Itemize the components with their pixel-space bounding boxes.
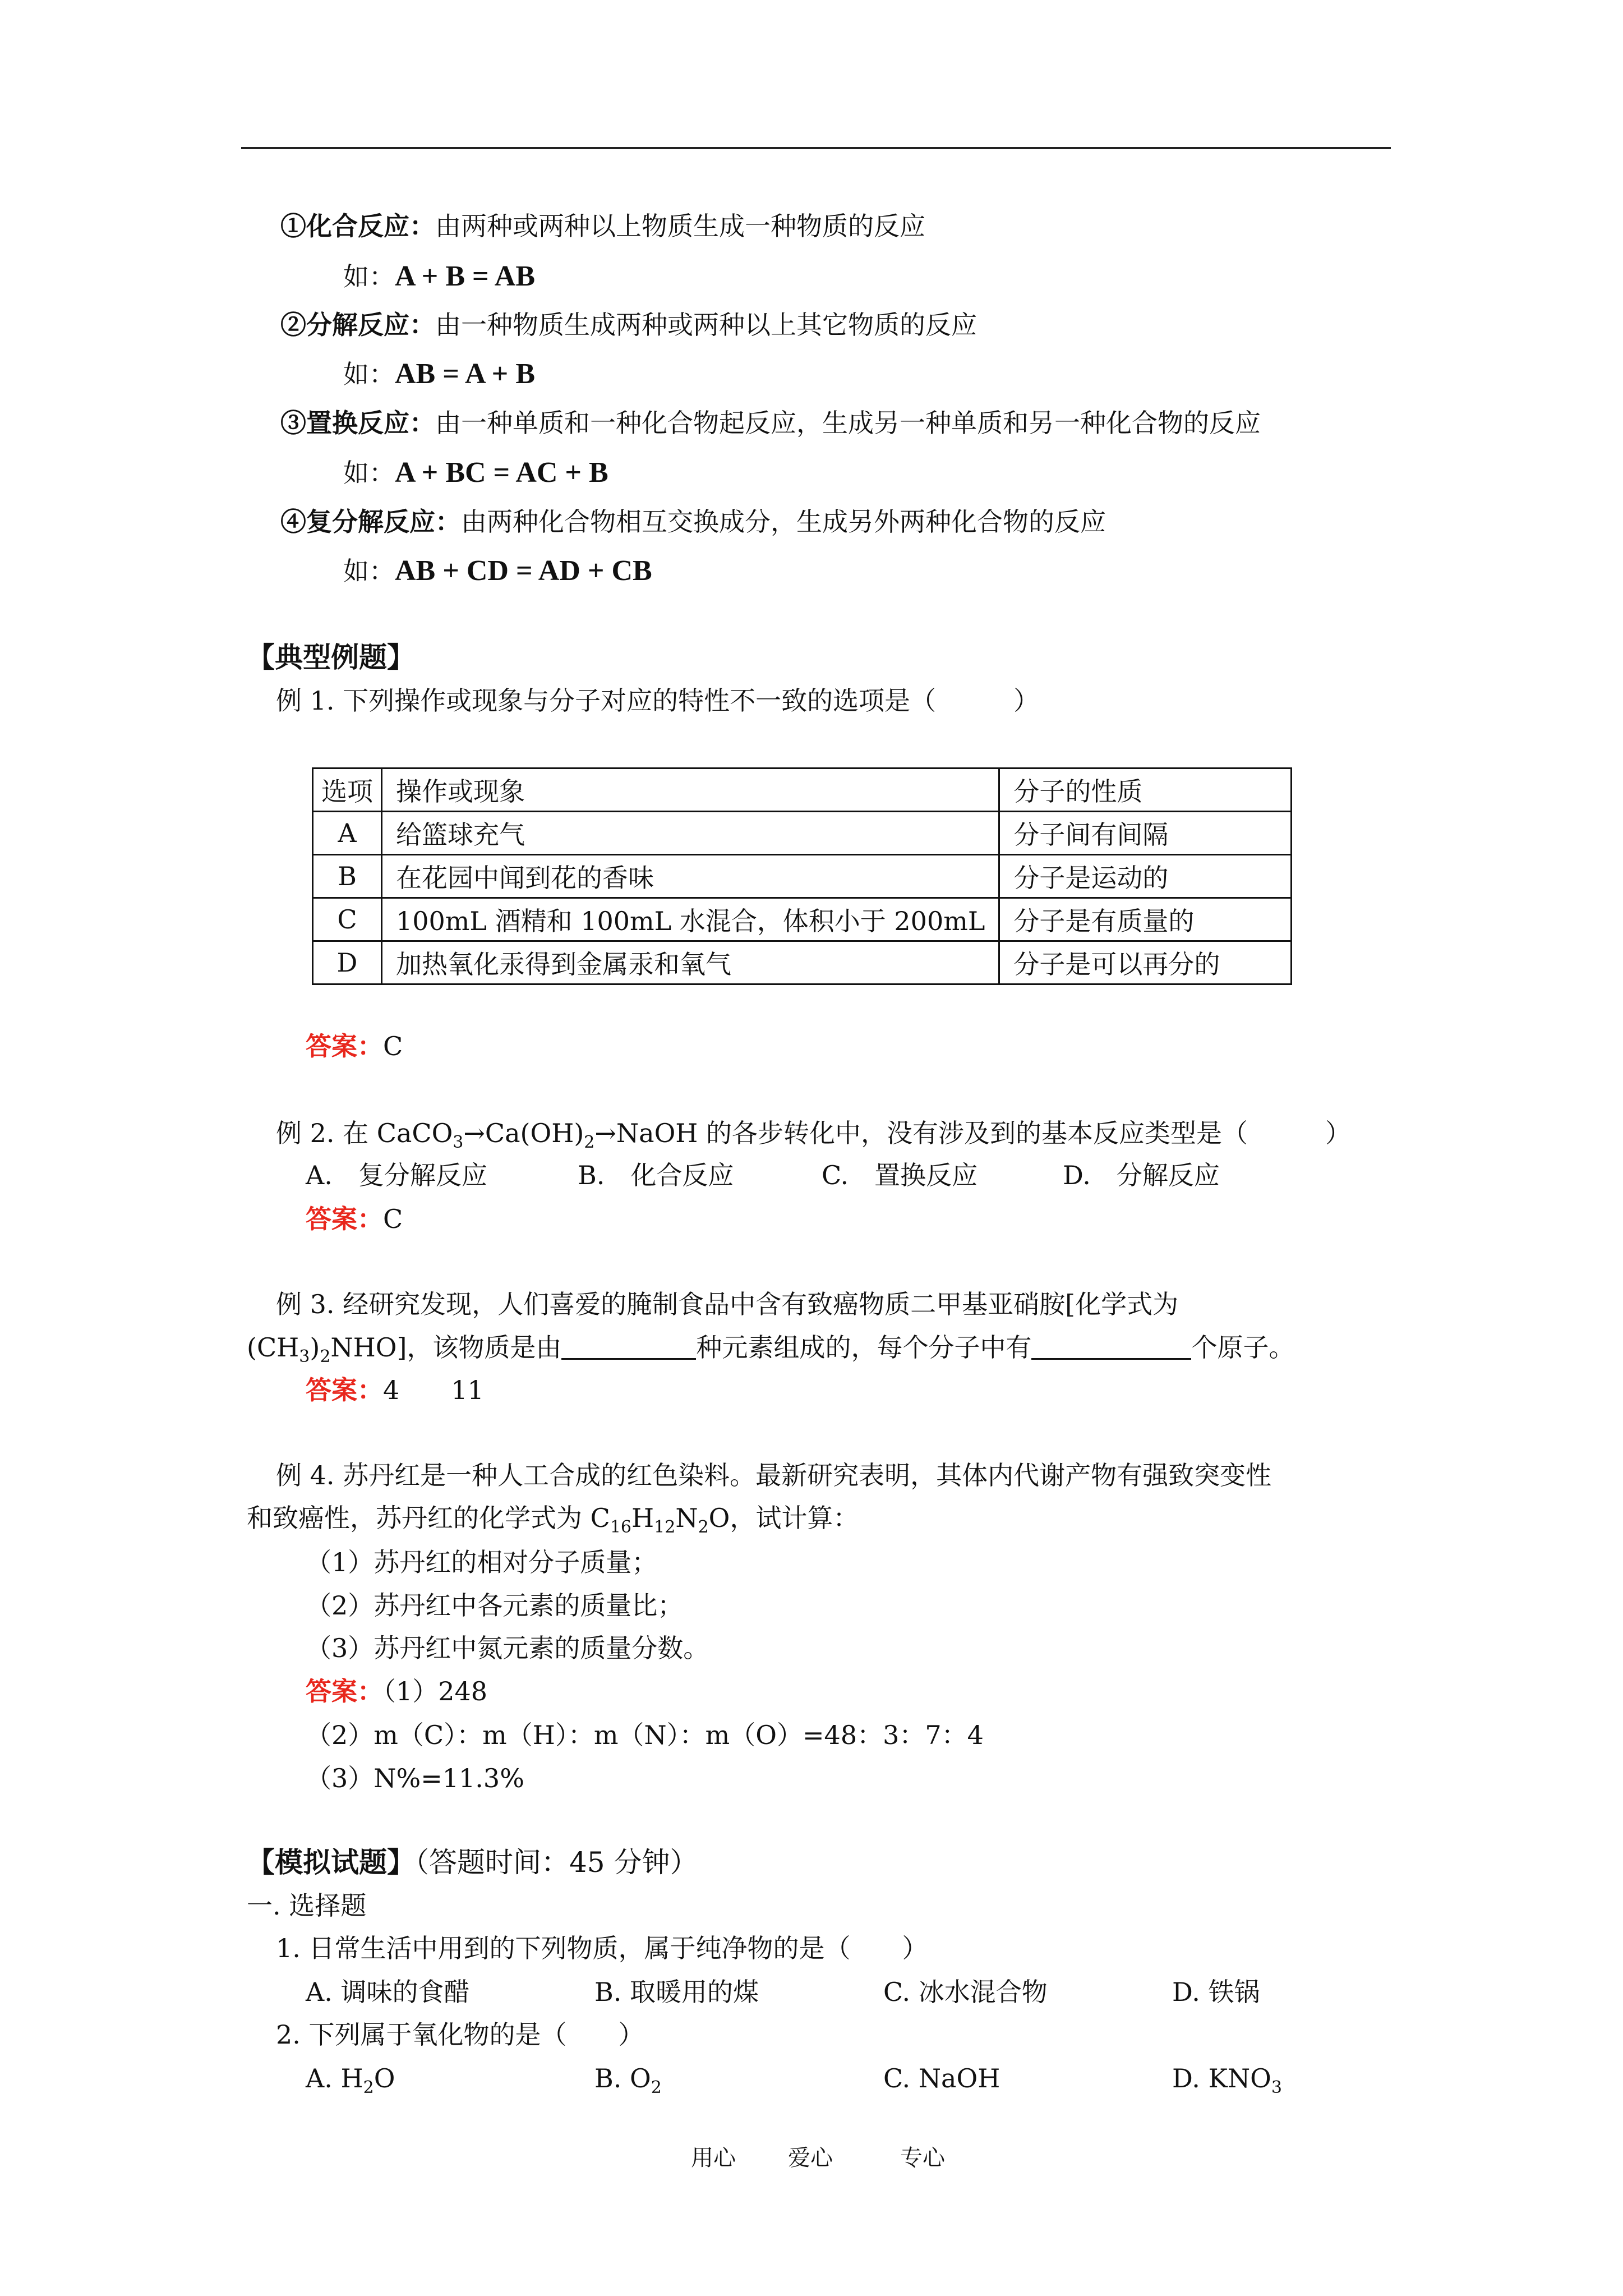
mock-q1-option-b: B. 取暖用的煤 — [594, 1977, 759, 2007]
question-text: 个原子。 — [1191, 1332, 1295, 1363]
example-4-line-2 — [247, 1501, 859, 1544]
question-text: 和致癌性，苏丹红的化学式为 C — [247, 1503, 610, 1533]
mock-question-2: 2. 下列属于氧化物的是（ ） — [276, 2019, 644, 2050]
footer-word-1: 用心 — [691, 2145, 736, 2171]
answer-label: 答案： — [306, 1676, 383, 1706]
example-prefix: 如： — [343, 359, 395, 389]
option-text: A. H — [306, 2063, 363, 2093]
table-header-cell: 选项 — [313, 769, 382, 812]
example-4-line-1: 例 4. 苏丹红是一种人工合成的红色染料。最新研究表明，其体内代谢产物有强致突变性 — [276, 1460, 1272, 1490]
table-header-row — [313, 769, 1292, 812]
example-3-answer — [306, 1373, 484, 1407]
answer-blank[interactable] — [1031, 1333, 1191, 1360]
table-row — [313, 941, 1292, 984]
table-cell: 在花园中闻到花的香味 — [382, 855, 999, 898]
table-cell: A — [313, 812, 382, 855]
table-cell: 给篮球充气 — [382, 812, 999, 855]
example-2-question — [276, 1116, 1351, 1159]
answer-label: 答案： — [306, 1031, 383, 1061]
reaction-label: ②分解反应： — [280, 310, 435, 340]
reaction-label: ①化合反应： — [280, 211, 435, 241]
question-text: H — [631, 1503, 654, 1533]
mock-title: 【模拟试题】 — [247, 1846, 415, 1879]
reaction-4-example — [343, 554, 652, 588]
subscript: 2 — [363, 2078, 374, 2097]
mock-q1-option-a: A. 调味的食醋 — [306, 1977, 470, 2007]
table-cell: 分子是可以再分的 — [999, 941, 1292, 984]
option-text: O — [374, 2063, 395, 2093]
example-2-option-b: B. 化合反应 — [578, 1160, 734, 1190]
reaction-3-example — [343, 456, 608, 490]
reaction-2-example — [343, 357, 535, 391]
reaction-desc: 由一种物质生成两种或两种以上其它物质的反应 — [435, 310, 977, 340]
table-header-cell: 操作或现象 — [382, 769, 999, 812]
question-text: 例 2. 在 CaCO — [276, 1118, 453, 1148]
example-1-answer — [306, 1029, 403, 1063]
example-3-line-1: 例 3. 经研究发现，人们喜爱的腌制食品中含有致癌物质二甲基亚硝胺[化学式为 — [276, 1289, 1179, 1319]
answer-value: C — [383, 1031, 403, 1061]
subscript: 2 — [584, 1133, 595, 1152]
example-4-answer-3: （3）N%=11.3% — [306, 1763, 524, 1793]
example-formula: A + BC = AC + B — [395, 457, 608, 489]
table-cell: 分子是运动的 — [999, 855, 1292, 898]
table-row — [313, 898, 1292, 941]
subscript: 2 — [320, 1347, 331, 1366]
example-2-option-c: C. 置换反应 — [822, 1160, 978, 1190]
mock-q1-option-d: D. 铁锅 — [1172, 1977, 1260, 2007]
table-header-cell: 分子的性质 — [999, 769, 1292, 812]
question-text: N — [675, 1503, 698, 1533]
example-4-q1: （1）苏丹红的相对分子质量； — [306, 1547, 658, 1577]
example-formula: A + B = AB — [395, 260, 535, 292]
question-text: ) — [310, 1332, 320, 1363]
answer-value: C — [383, 1204, 403, 1234]
table-row — [313, 855, 1292, 898]
mock-time: （答题时间：45 分钟） — [415, 1846, 698, 1879]
example-4-answer-1 — [306, 1674, 487, 1708]
reaction-desc: 由一种单质和一种化合物起反应，生成另一种单质和另一种化合物的反应 — [435, 408, 1261, 438]
answer-value: 4 11 — [383, 1375, 484, 1405]
subscript: 12 — [654, 1517, 676, 1537]
example-1-table — [312, 767, 1292, 985]
footer-word-3: 专心 — [900, 2145, 945, 2171]
question-text: (CH — [247, 1332, 299, 1363]
reaction-1-example — [343, 260, 535, 293]
mock-question-1: 1. 日常生活中用到的下列物质，属于纯净物的是（ ） — [276, 1933, 928, 1963]
mock-part-1: 一. 选择题 — [247, 1890, 367, 1921]
reaction-label: ③置换反应： — [280, 408, 435, 438]
table-cell: 加热氧化汞得到金属汞和氧气 — [382, 941, 999, 984]
example-2-answer — [306, 1202, 403, 1236]
subscript: 16 — [610, 1517, 632, 1537]
table-cell: B — [313, 855, 382, 898]
footer-word-2: 爱心 — [788, 2145, 833, 2171]
example-prefix: 如： — [343, 458, 395, 488]
reaction-desc: 由两种或两种以上物质生成一种物质的反应 — [435, 211, 925, 241]
example-formula: AB + CD = AD + CB — [395, 555, 652, 587]
reaction-3 — [280, 406, 1261, 440]
subscript: 2 — [651, 2078, 662, 2097]
example-4-answer-2: （2）m（C）：m（H）：m（N）：m（O）=48：3：7：4 — [306, 1720, 984, 1750]
mock-q2-option-b — [594, 2062, 662, 2105]
reaction-desc: 由两种化合物相互交换成分，生成另外两种化合物的反应 — [461, 507, 1106, 537]
example-prefix: 如： — [343, 556, 395, 586]
reaction-4 — [280, 505, 1106, 539]
question-text: →Ca(OH) — [463, 1118, 584, 1148]
option-text: B. O — [594, 2063, 651, 2093]
answer-label: 答案： — [306, 1204, 383, 1234]
example-formula: AB = A + B — [395, 358, 535, 390]
example-1-question: 例 1. 下列操作或现象与分子对应的特性不一致的选项是（ ） — [276, 685, 1040, 716]
reaction-2 — [280, 308, 977, 342]
mock-q2-option-c: C. NaOH — [883, 2063, 1000, 2093]
mock-heading — [247, 1846, 698, 1879]
option-text: D. KNO — [1172, 2063, 1271, 2093]
table-cell: D — [313, 941, 382, 984]
reaction-1 — [280, 209, 925, 243]
table-cell: C — [313, 898, 382, 941]
question-text: O，试计算： — [708, 1503, 859, 1533]
subscript: 3 — [1271, 2078, 1282, 2097]
question-text: →NaOH 的各步转化中，没有涉及到的基本反应类型是（ ） — [594, 1118, 1352, 1148]
reaction-label: ④复分解反应： — [280, 507, 461, 537]
example-2-option-a: A. 复分解反应 — [306, 1160, 487, 1190]
table-row — [313, 812, 1292, 855]
subscript: 3 — [453, 1133, 464, 1152]
answer-value: （1）248 — [383, 1676, 488, 1706]
mock-q2-option-a — [306, 2062, 395, 2105]
example-4-q3: （3）苏丹红中氮元素的质量分数。 — [306, 1633, 709, 1663]
table-cell: 分子是有质量的 — [999, 898, 1292, 941]
section-heading-examples: 【典型例题】 — [247, 641, 415, 674]
example-prefix: 如： — [343, 261, 395, 292]
example-3-line-2 — [247, 1331, 1294, 1374]
answer-blank[interactable] — [561, 1333, 696, 1360]
table-cell: 分子间有间隔 — [999, 812, 1292, 855]
example-2-option-d: D. 分解反应 — [1063, 1160, 1220, 1190]
table-cell: 100mL 酒精和 100mL 水混合，体积小于 200mL — [382, 898, 999, 941]
example-4-q2: （2）苏丹红中各元素的质量比； — [306, 1590, 684, 1621]
mock-q2-option-d — [1172, 2062, 1282, 2105]
question-text: 种元素组成的，每个分子中有 — [696, 1332, 1032, 1363]
mock-q1-option-c: C. 冰水混合物 — [883, 1977, 1048, 2007]
subscript: 3 — [299, 1347, 310, 1366]
subscript: 2 — [698, 1517, 709, 1537]
question-text: NHO]，该物质是由 — [330, 1332, 562, 1363]
header-rule — [241, 147, 1391, 149]
answer-label: 答案： — [306, 1375, 383, 1405]
